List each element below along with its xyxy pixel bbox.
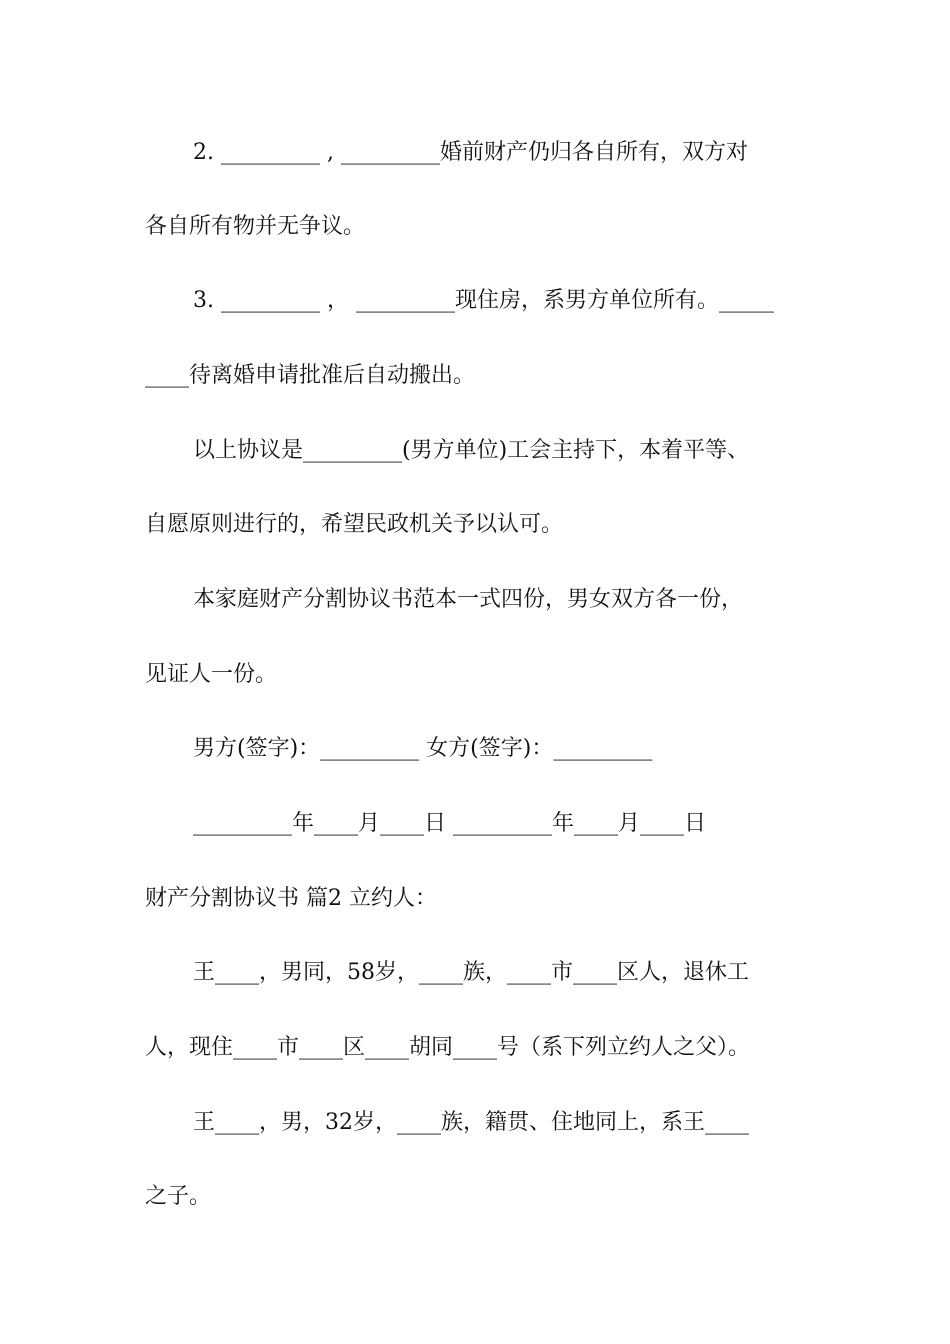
copies-line-1: 本家庭财产分割协议书范本一式四份，男女双方各一份，: [193, 587, 744, 612]
copies-line-2: 见证人一份。: [145, 662, 278, 687]
party-1-line-2: 人，现住____市____区____胡同____号（系下列立约人之父）。: [145, 1035, 751, 1060]
agreement-note-line-1: 以上协议是_________(男方单位)工会主持下，本着平等、: [193, 438, 750, 463]
clause-2-line-2: 各自所有物并无争议。: [145, 214, 366, 239]
party-2-line-1: 王____，男，32岁，____族，籍贯、住地同上，系王____: [193, 1110, 749, 1135]
date-line: _________年____月____日 _________年____月____日: [193, 811, 706, 836]
clause-2-line-1: 2. _________ , _________婚前财产仍归各自所有，双方对: [193, 140, 748, 165]
agreement-note-line-2: 自愿原则进行的，希望民政机关予以认可。: [145, 512, 564, 537]
party-2-line-2: 之子。: [145, 1184, 212, 1209]
party-1-line-1: 王____，男同，58岁，____族，____市____区人，退休工: [193, 960, 749, 985]
clause-3-line-2: ____待离婚申请批准后自动搬出。: [145, 363, 476, 388]
section-heading: 财产分割协议书 篇2 立约人：: [145, 886, 437, 911]
signature-line: 男方(签字)：_________ 女方(签字)：_________: [193, 736, 653, 761]
clause-3-line-1: 3. _________ ， _________现住房，系男方单位所有。_____: [193, 288, 774, 313]
